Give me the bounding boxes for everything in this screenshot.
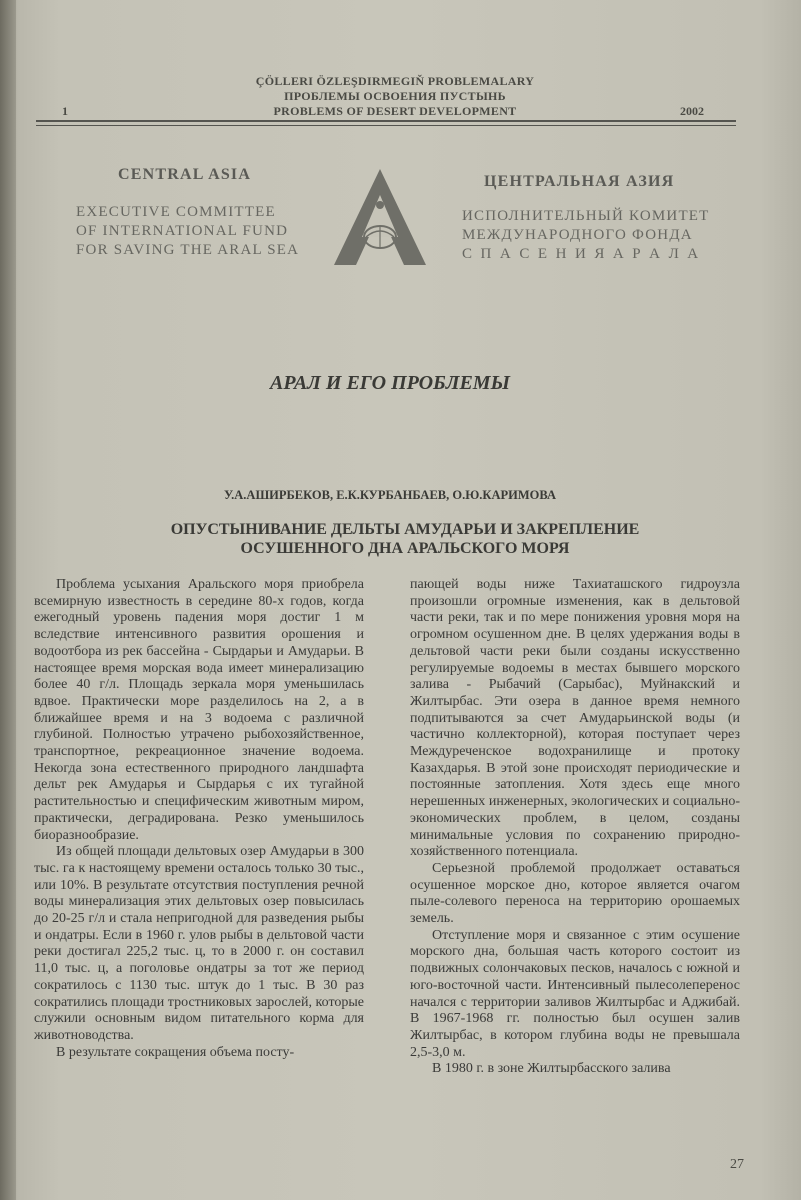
org-name-ru-line3: С П А С Е Н И Я А Р А Л А — [462, 246, 701, 262]
paragraph: Проблема усыхания Аральского моря приобрела всемирную известность в середине 80-х годов, когда ежегодный уровень падения моря достиг 1 м вследствие интенсивного развития орошения и водоотбора из рек бассейна - Сырдарьи и Амударьи. В настоящее время морская вода имеет минерализацию более 40 г/л. Площадь зеркала моря уменьшилась вдвое. Практически море разделилось на 2, а в ближайшее время и на 3 водоема с различной глубиной. Полностью утрачено рыбохозяйственное, транспортное, рекреационное значение водоема. Некогда зона естественного природного ландшафта дельт рек Амударья и Сырдарья с их тугайной растительностью и специфическим животным миром, практически, деградирована. Резко уменьшилось биоразнообразие. — [34, 577, 364, 843]
org-region-en: CENTRAL ASIA — [118, 166, 252, 183]
text-column-left — [34, 577, 364, 1137]
article-authors: У.А.АШИРБЕКОВ, Е.К.КУРБАНБАЕВ, О.Ю.КАРИМОВА — [224, 488, 556, 502]
paragraph: Серьезной проблемой продолжает оставаться осушенное морское дно, которое является очагом пыле-солевого переноса на территорию орошаемых земель. — [410, 860, 740, 927]
org-name-ru-line1: ИСПОЛНИТЕЛЬНЫЙ КОМИТЕТ — [462, 208, 710, 224]
journal-title-russian: ПРОБЛЕМЫ ОСВОЕНИЯ ПУСТЫНЬ — [284, 89, 506, 103]
journal-title-turkmen: ÇÖLLERI ÖZLEŞDIRMEGIŇ PROBLEMALARY — [255, 74, 535, 88]
page-number: 27 — [730, 1157, 744, 1172]
paragraph: пающей воды ниже Тахиаташского гидроузла произошли огромные изменения, как в дельтовой части реки, так и по мере понижения уровня моря на огромном осушенном дне. В целях удержания воды в дельтовой части реки были созданы искусственно регулируемые водоемы в местах бывшего морского залива - Рыбачий (Сарыбас), Муйнакский и Жилтырбас. Эти озера в данное время немного подпитываются за счет Амударьинской воды (и частично коллекторной), которая поступает через Междуреченское водохранилище и протоку Казахдарья. В этой зоне происходят периодические и постоянные затопления. Хотя здесь еще много нерешенных инженерных, экологических и социально-экономических проблем, в целом, созданы минимальные условия по сохранению природно-хозяйственного потенциала. — [410, 577, 740, 860]
paragraph: В результате сокращения объема посту- — [56, 1044, 295, 1060]
issue-year: 2002 — [680, 104, 704, 118]
book-spine — [0, 0, 16, 1200]
article-title — [170, 520, 640, 558]
paragraph: Из общей площади дельтовых озер Амударьи в 300 тыс. га к настоящему времени осталось только 30 тыс., или 10%. В результате отсутствия поступления речной воды минерализация этих дельтовых озер повысилась до 20-25 г/л и стала непригодной для разведения рыбы и ондатры. Если в 1960 г. улов рыбы в дельтовой части реки достигал 225,2 тыс. ц, то в 2000 г. он составил 11,0 тыс. ц, а поголовье ондатры за тот же период сократилось с 1130 тыс. штук до 1 тыс. В 30 раз сократились площади тростниковых зарослей, которые служили основным видом питательного корма для животноводства. — [34, 844, 364, 1043]
aral-fund-logo-icon — [330, 165, 430, 275]
paragraph: В 1980 г. в зоне Жилтырбасского залива — [432, 1061, 671, 1077]
paragraph: Отступление моря и связанное с этим осушение морского дна, большая часть которого состоит из подвижных солончаковых песков, началось с южной и юго-восточной части. Интенсивный пылесолеперенос начался с территории заливов Жилтырбас и Аджибай. В 1967-1968 гг. полностью был осушен залив Жилтырбас, в котором глубина воды не превышала 2,5-3,0 м. — [410, 927, 740, 1060]
header-rule — [36, 120, 736, 122]
org-name-en-line1: EXECUTIVE COMMITTEE — [76, 204, 276, 220]
org-region-ru: ЦЕНТРАЛЬНАЯ АЗИЯ — [484, 173, 675, 190]
journal-title-english: PROBLEMS OF DESERT DEVELOPMENT — [273, 104, 517, 118]
article-title-line2: ОСУШЕННОГО ДНА АРАЛЬСКОГО МОРЯ — [240, 540, 570, 557]
issue-number: 1 — [62, 104, 68, 118]
article-title-line1: ОПУСТЫНИВАНИЕ ДЕЛЬТЫ АМУДАРЬИ И ЗАКРЕПЛЕНИЕ — [170, 521, 640, 538]
org-name-en-line2: OF INTERNATIONAL FUND — [76, 223, 289, 239]
text-column-right — [410, 577, 740, 1137]
org-name-ru-line2: МЕЖДУНАРОДНОГО ФОНДА — [462, 227, 693, 243]
section-title: АРАЛ И ЕГО ПРОБЛЕМЫ — [270, 372, 510, 394]
header-rule-thin — [36, 125, 736, 126]
org-name-en-line3: FOR SAVING THE ARAL SEA — [76, 242, 300, 258]
